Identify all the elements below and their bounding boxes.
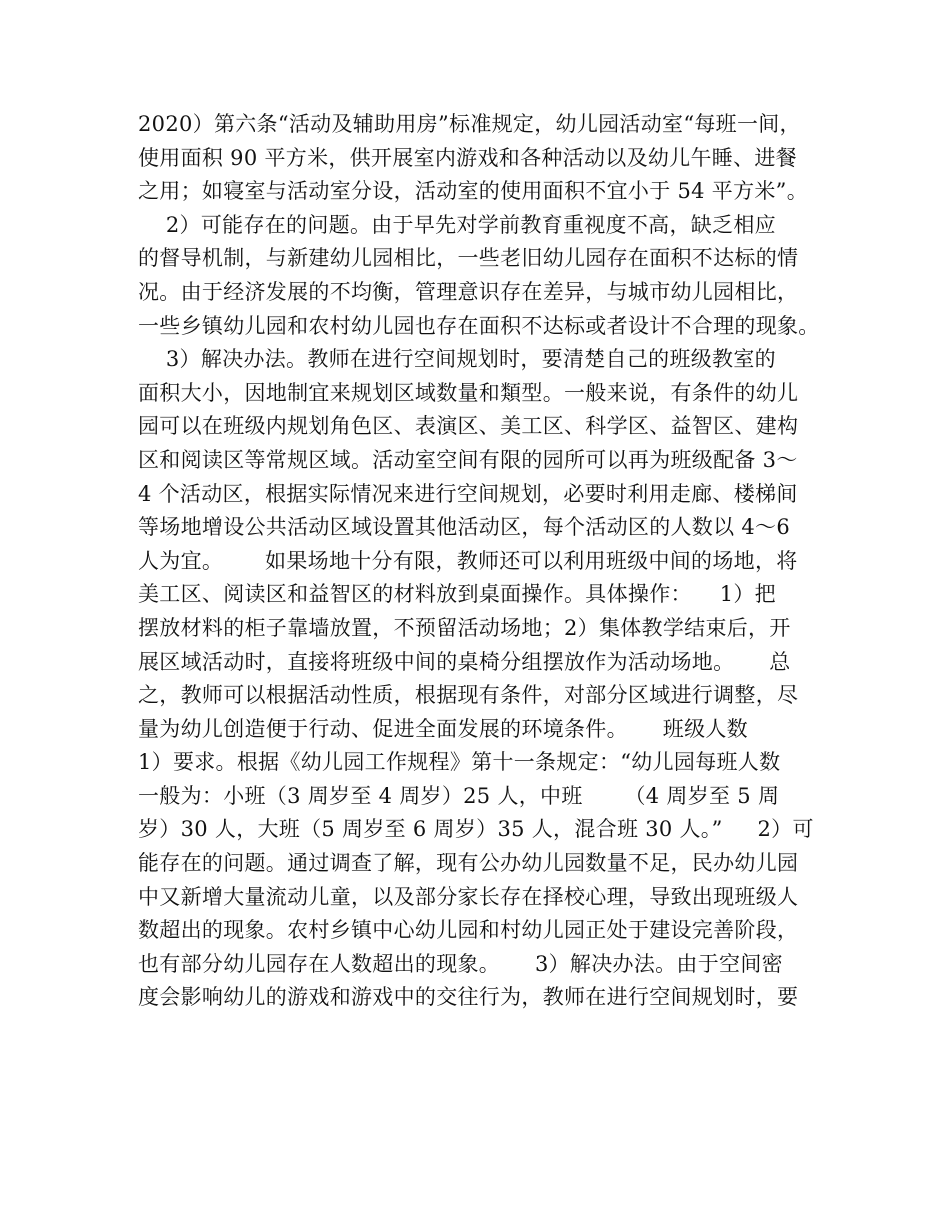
text-line: 况。由于经济发展的不均衡，管理意识存在差异，与城市幼儿园相比， [138,279,799,304]
text-line: 一些乡镇幼儿园和农村幼儿园也存在面积不达标或者设计不合理的现象。 [138,313,820,338]
text-line: 也有部分幼儿园存在人数超出的现象。 3）解决办法。由于空间密 [138,951,783,976]
text-line: 等场地增设公共活动区域设置其他活动区，每个活动区的人数以 4～6 [138,515,790,540]
text-line: 度会影响幼儿的游戏和游戏中的交往行为，教师在进行空间规划时，要 [138,985,799,1010]
text-line: 4 个活动区，根据实际情况来进行空间规划，必要时利用走廊、楼梯间 [138,481,798,506]
text-line: 2）可能存在的问题。由于早先对学前教育重视度不高，缺乏相应 [138,212,776,237]
text-line: 面积大小，因地制宜来规划区域数量和類型。一般来说，有条件的幼儿 [138,380,799,405]
text-line: 3）解决办法。教师在进行空间规划时，要清楚自己的班级教室的 [138,347,776,372]
text-line: 能存在的问题。通过调查了解，现有公办幼儿园数量不足，民办幼儿园 [138,851,799,876]
text-line: 区和阅读区等常规区域。活动室空间有限的园所可以再为班级配备 3～ [138,447,798,472]
text-line: 展区域活动时，直接将班级中间的桌椅分组摆放作为活动场地。 总 [138,649,791,674]
text-line: 园可以在班级内规划角色区、表演区、美工区、科学区、益智区、建构 [138,414,799,439]
text-line: 1）要求。根据《幼儿园工作规程》第十一条规定：“幼儿园每班人数 [138,750,781,775]
text-line: 美工区、阅读区和益智区的材料放到桌面操作。具体操作： 1）把 [138,582,776,607]
text-line: 人为宜。 如果场地十分有限，教师还可以利用班级中间的场地，将 [138,548,798,573]
text-line: 之用；如寝室与活动室分设，活动室的使用面积不宜小于 54 平方米”。 [138,179,809,204]
text-line: 一般为：小班（3 周岁至 4 周岁）25 人，中班 （4 周岁至 5 周 [138,783,780,808]
text-line: 2020）第六条“活动及辅助用房”标准规定，幼儿园活动室“每班一间， [138,112,801,136]
text-line: 摆放材料的柜子靠墙放置，不预留活动场地；2）集体教学结束后，开 [138,615,791,640]
text-line: 之，教师可以根据活动性质，根据现有条件，对部分区域进行调整，尽 [138,683,799,708]
text-line: 数超出的现象。农村乡镇中心幼儿园和村幼儿园正处于建设完善阶段， [138,918,799,943]
text-line: 中又新增大量流动儿童，以及部分家长存在择校心理，导致出现班级人 [138,884,799,909]
body-text [138,108,818,1015]
text-line: 岁）30 人，大班（5 周岁至 6 周岁）35 人，混合班 30 人。” 2）可 [138,817,814,842]
text-line: 量为幼儿创造便于行动、促进全面发展的环境条件。 班级人数 [138,716,748,741]
text-line: 的督导机制，与新建幼儿园相比，一些老旧幼儿园存在面积不达标的情 [138,246,799,271]
text-line: 使用面积 90 平方米，供开展室内游戏和各种活动以及幼儿午睡、进餐 [138,145,797,170]
